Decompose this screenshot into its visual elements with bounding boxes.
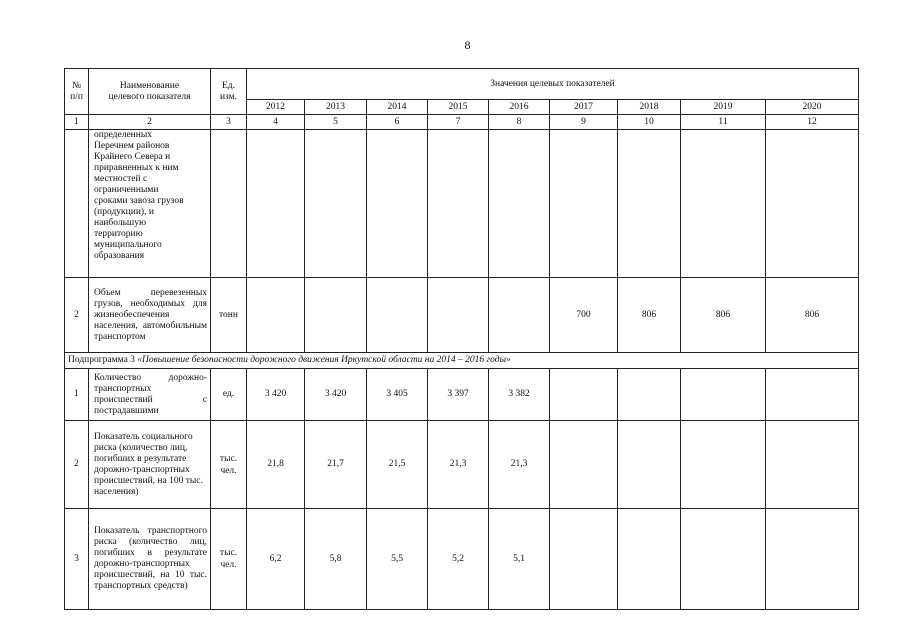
year-2013: 2013 bbox=[305, 100, 367, 115]
value-cell bbox=[305, 278, 367, 353]
value-cell bbox=[428, 278, 489, 353]
table-row bbox=[65, 509, 859, 610]
row-num: 2 bbox=[65, 278, 89, 353]
value-cell: 21,3 bbox=[489, 421, 550, 509]
col-number: 1 bbox=[65, 115, 89, 130]
col-number: 8 bbox=[489, 115, 550, 130]
indicator-name: Показатель социального риска (количество лиц, погибших в результате дорожно-транспортных происшествий, на 100 тыс. населения) bbox=[89, 421, 211, 509]
value-cell bbox=[766, 509, 859, 610]
table-row bbox=[65, 130, 859, 278]
indicator-name: Объем перевезенных грузов, необходимых для жизнеобеспечения населения, автомобильным транспортом bbox=[89, 278, 211, 353]
col-number: 6 bbox=[367, 115, 428, 130]
value-cell bbox=[305, 130, 367, 278]
header-unit: Ед. изм. bbox=[211, 69, 247, 115]
value-cell: 21,3 bbox=[428, 421, 489, 509]
table-row bbox=[65, 421, 859, 509]
value-cell: 3 420 bbox=[305, 369, 367, 421]
value-cell bbox=[681, 130, 766, 278]
value-cell bbox=[489, 130, 550, 278]
value-cell bbox=[618, 421, 681, 509]
row-num: 2 bbox=[65, 421, 89, 509]
subprogram-title: «Повышение безопасности дорожного движения Иркутской области на 2014 – 2016 годы» bbox=[137, 355, 511, 365]
value-cell: 3 397 bbox=[428, 369, 489, 421]
value-cell: 5,5 bbox=[367, 509, 428, 610]
value-cell: 3 382 bbox=[489, 369, 550, 421]
value-cell: 806 bbox=[618, 278, 681, 353]
value-cell bbox=[428, 130, 489, 278]
value-cell bbox=[681, 369, 766, 421]
subprogram-heading bbox=[65, 353, 859, 369]
col-number: 9 bbox=[550, 115, 618, 130]
col-number: 2 bbox=[89, 115, 211, 130]
indicators-table bbox=[64, 68, 859, 610]
col-number: 3 bbox=[211, 115, 247, 130]
value-cell bbox=[247, 278, 305, 353]
year-2015: 2015 bbox=[428, 100, 489, 115]
year-2019: 2019 bbox=[681, 100, 766, 115]
row-num bbox=[65, 130, 89, 278]
header-num: № п/п bbox=[65, 69, 89, 115]
header-values-title: Значения целевых показателей bbox=[247, 69, 859, 100]
col-number: 11 bbox=[681, 115, 766, 130]
value-cell bbox=[247, 130, 305, 278]
year-2020: 2020 bbox=[766, 100, 859, 115]
value-cell: 3 420 bbox=[247, 369, 305, 421]
col-number: 10 bbox=[618, 115, 681, 130]
value-cell: 21,8 bbox=[247, 421, 305, 509]
column-numbers-row bbox=[65, 115, 859, 130]
value-cell bbox=[766, 130, 859, 278]
page-number: 8 bbox=[464, 38, 471, 52]
value-cell: 5,8 bbox=[305, 509, 367, 610]
value-cell: 700 bbox=[550, 278, 618, 353]
value-cell bbox=[367, 278, 428, 353]
value-cell: 5,1 bbox=[489, 509, 550, 610]
col-number: 12 bbox=[766, 115, 859, 130]
indicator-unit: тыс. чел. bbox=[211, 509, 247, 610]
year-2017: 2017 bbox=[550, 100, 618, 115]
year-2016: 2016 bbox=[489, 100, 550, 115]
value-cell bbox=[550, 421, 618, 509]
value-cell bbox=[550, 509, 618, 610]
subprogram-row bbox=[65, 353, 859, 369]
value-cell: 21,5 bbox=[367, 421, 428, 509]
year-2018: 2018 bbox=[618, 100, 681, 115]
value-cell bbox=[766, 369, 859, 421]
value-cell bbox=[550, 130, 618, 278]
row-num: 3 bbox=[65, 509, 89, 610]
value-cell bbox=[766, 421, 859, 509]
value-cell: 806 bbox=[681, 278, 766, 353]
value-cell bbox=[681, 421, 766, 509]
value-cell: 21,7 bbox=[305, 421, 367, 509]
indicator-name: определенных Перечнем районов Крайнего Севера и приравненных к ним местностей с ограниченными сроками завоза грузов (продукции), и наибольшую территорию муниципального образования bbox=[89, 130, 211, 278]
table-row bbox=[65, 369, 859, 421]
value-cell bbox=[618, 130, 681, 278]
col-number: 4 bbox=[247, 115, 305, 130]
value-cell bbox=[367, 130, 428, 278]
col-number: 5 bbox=[305, 115, 367, 130]
table-row bbox=[65, 278, 859, 353]
header-row bbox=[65, 69, 859, 100]
value-cell bbox=[681, 509, 766, 610]
value-cell: 806 bbox=[766, 278, 859, 353]
value-cell bbox=[618, 509, 681, 610]
header-name: Наименование целевого показателя bbox=[89, 69, 211, 115]
indicator-unit: ед. bbox=[211, 369, 247, 421]
value-cell bbox=[489, 278, 550, 353]
value-cell bbox=[550, 369, 618, 421]
value-cell: 6,2 bbox=[247, 509, 305, 610]
year-2014: 2014 bbox=[367, 100, 428, 115]
year-2012: 2012 bbox=[247, 100, 305, 115]
indicator-name: Количество дорожно-транспортных происшествий с пострадавшими bbox=[89, 369, 211, 421]
row-num: 1 bbox=[65, 369, 89, 421]
indicator-name: Показатель транспортного риска (количество лиц, погибших в результате дорожно-транспортных происшествий, на 10 тыс. транспортных средств) bbox=[89, 509, 211, 610]
value-cell: 5,2 bbox=[428, 509, 489, 610]
indicator-unit: тыс. чел. bbox=[211, 421, 247, 509]
indicator-unit bbox=[211, 130, 247, 278]
value-cell: 3 405 bbox=[367, 369, 428, 421]
indicator-unit: тонн bbox=[211, 278, 247, 353]
col-number: 7 bbox=[428, 115, 489, 130]
value-cell bbox=[618, 369, 681, 421]
subprogram-prefix: Подпрограмма 3 bbox=[68, 355, 135, 365]
